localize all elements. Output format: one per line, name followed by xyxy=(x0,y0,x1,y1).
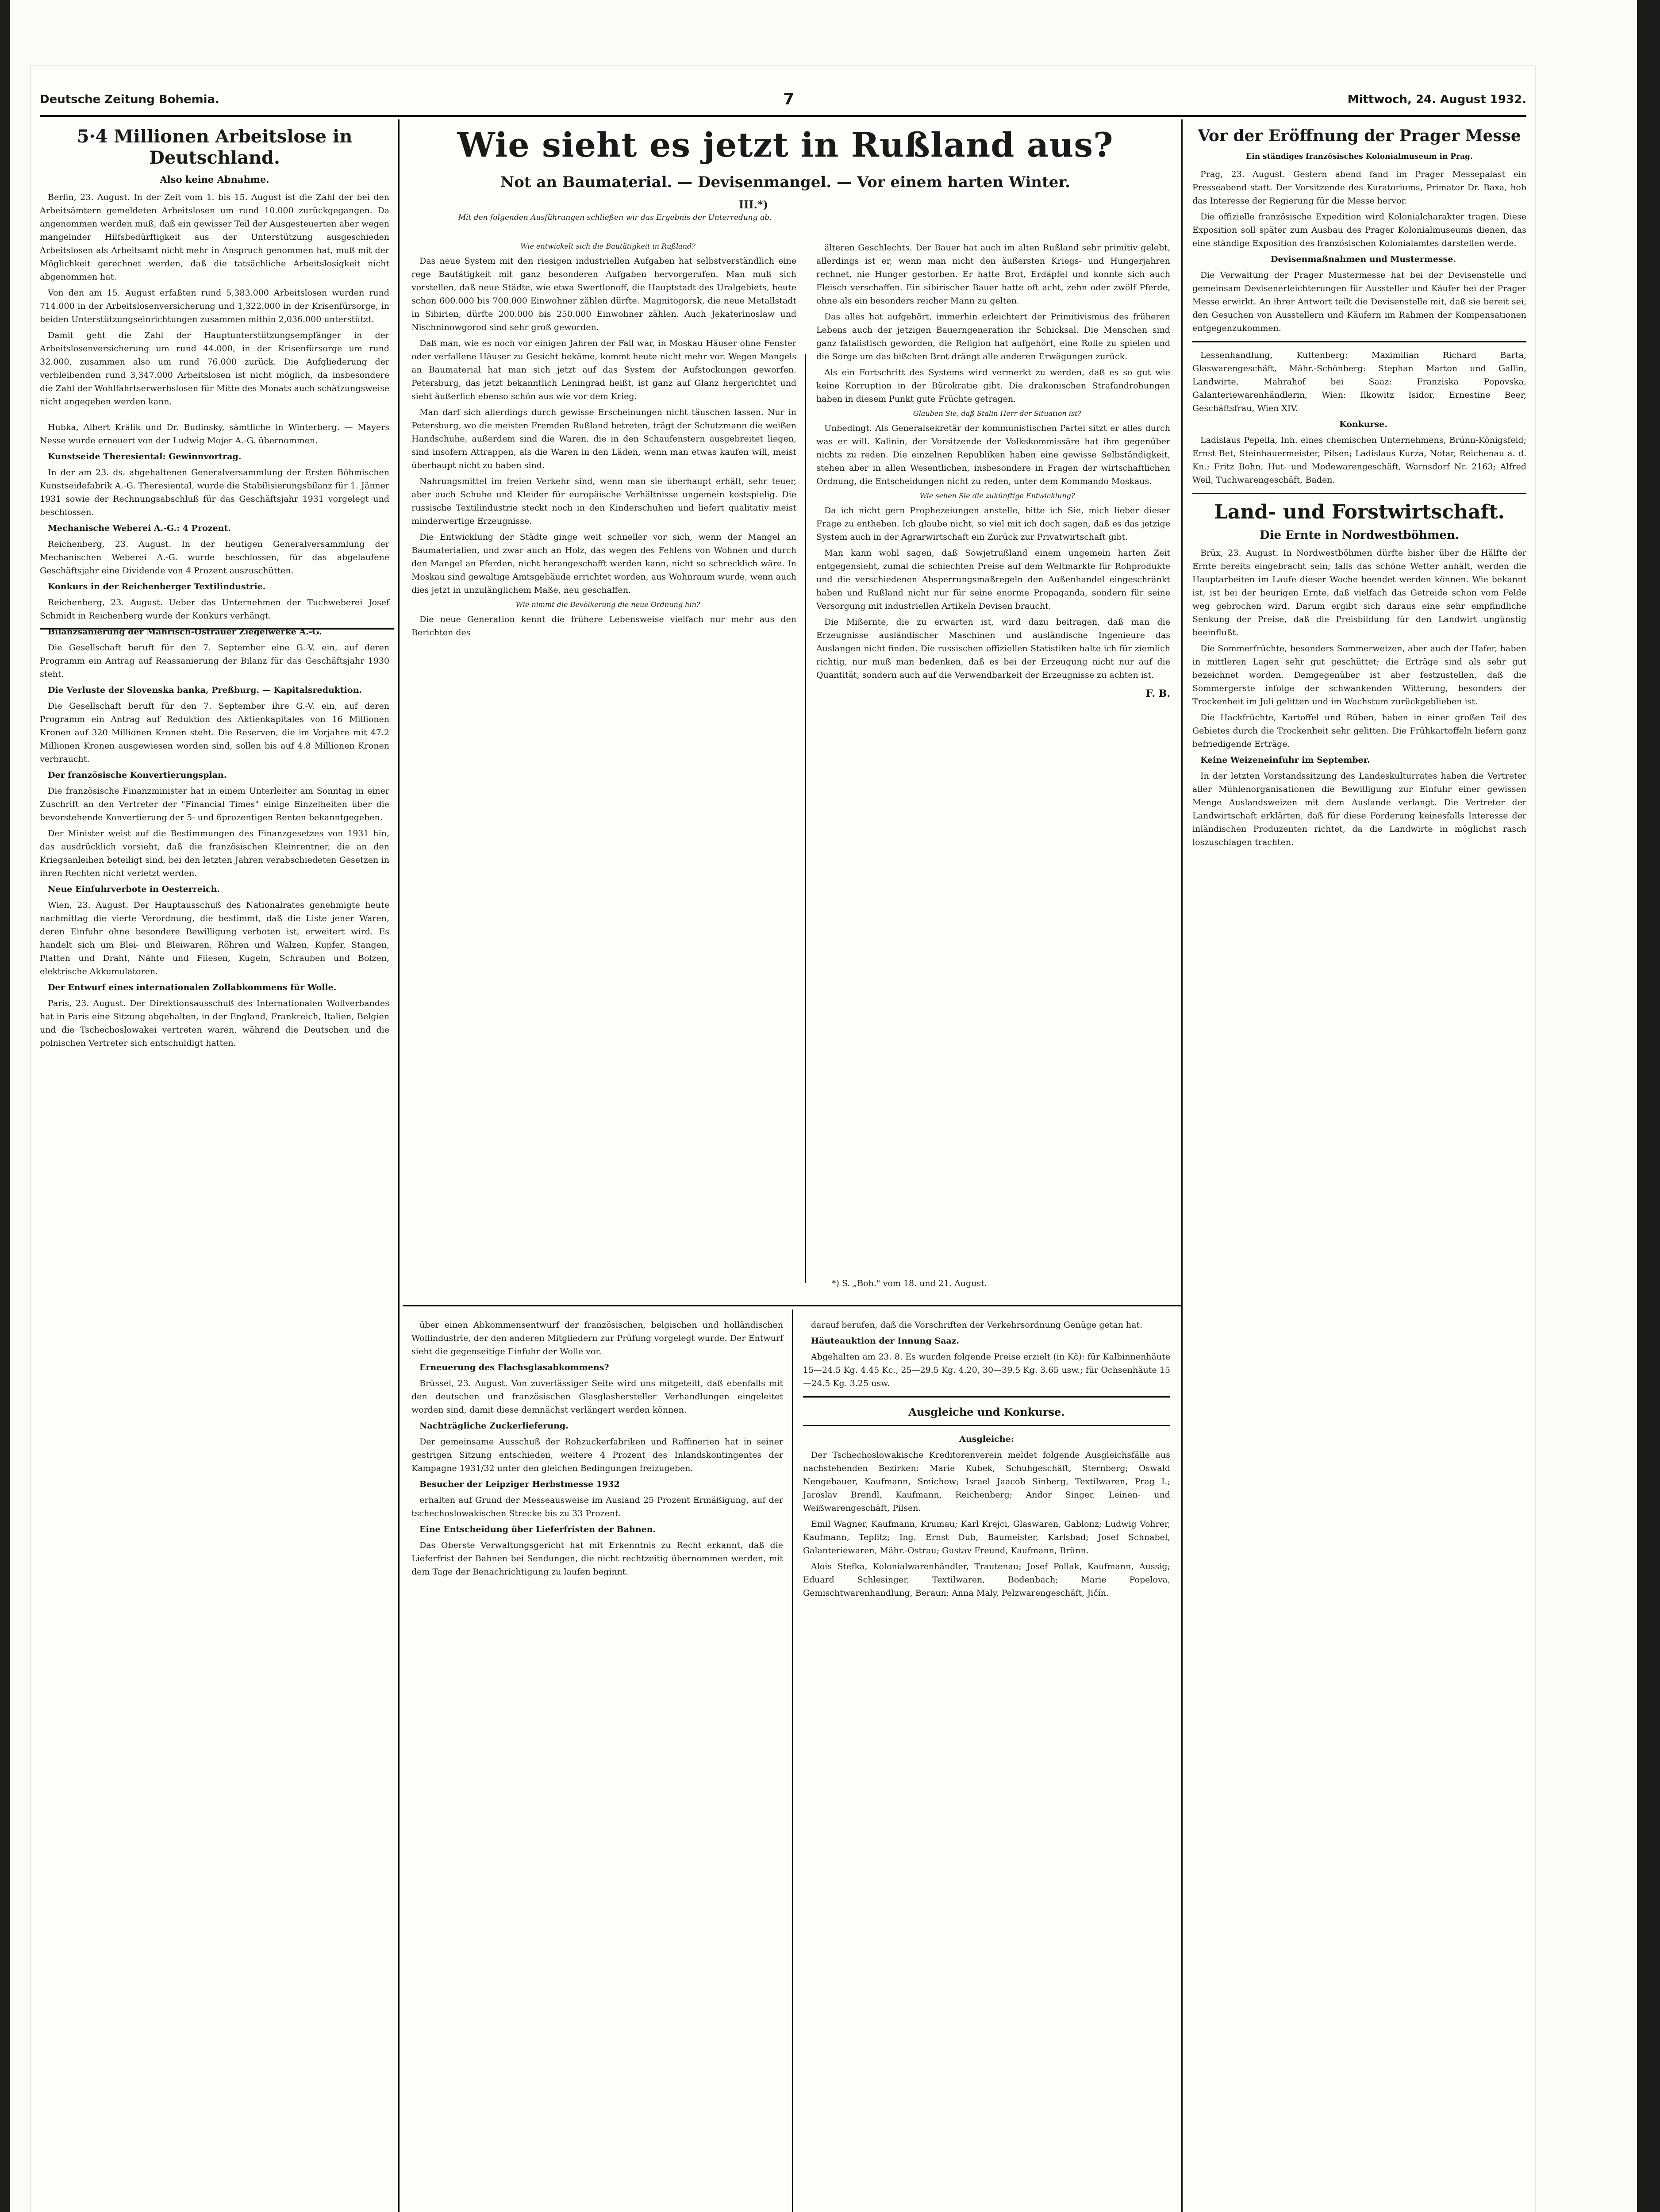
paragraph: In der am 23. ds. abgehaltenen Generalversammlung der Ersten Böhmischen Kunstseidefabrik A.-G. Theresiental, wurde die Stabilisierungsbilanz für 1. Jänner 1931 sowie der Rechnungsabschluß für das Geschäftsjahr 1931 vorgelegt und beschlossen. xyxy=(40,468,389,517)
article-subtitle-unemployment: Also keine Abnahme. xyxy=(160,174,269,185)
main-article-subtitle: Not an Baumaterial. — Devisenmangel. — Vor einem harten Winter. xyxy=(500,173,1070,191)
paragraph: Die Hackfrüchte, Kartoffel und Rüben, haben in einer großen Teil des Gebietes durch die Trockenheit sehr gelitten. Die Frühkartoffeln liefern ganz befriedigende Erträge. xyxy=(1192,713,1526,749)
paragraph: Die Entwicklung der Städte ginge weit schneller vor sich, wenn der Mangel an Baumaterialien, und zwar auch an Holz, das wegen des Fehlens von Wohnen und durch den Mangel an Pferden, nicht herangeschafft werden kann, nicht so schrecklich wäre. In Moskau sind gewaltige Amtsgebäude errichtet worden, aus Wohnraum wurde, wenn auch dies jetzt in unzulänglichem Maße, neu geschaffen. xyxy=(411,532,796,595)
header-rule xyxy=(40,115,1526,117)
paragraph: Das alles hat aufgehört, immerhin erleichtert der Primitivismus des früheren Lebens auch der jetzigen Bauerngeneration ihr Schicksal. Die Menschen sind ganz fatalistisch geworden, die Religion hat aufgehört, eine Rolle zu spielen und die Sorge um das bißchen Brot drängt alle anderen Erwägungen zurück. xyxy=(816,312,1170,361)
column-rule-center xyxy=(805,354,806,1283)
paragraph: Man kann wohl sagen, daß Sowjetrußland einem ungemein harten Zeit entgegensieht, zumal die schlechten Preise auf dem Weltmarkte für Rohprodukte und die verschiedenen Absperrungsmaßregeln den Außenhandel eingeschränkt haben und Rußland nicht nur für seine enorme Propaganda, sondern für seine Versorgung mit industriellen Artikeln Devisen braucht. xyxy=(816,548,1170,611)
paragraph: darauf berufen, daß die Vorschriften der Verkehrsordnung Genüge getan hat. xyxy=(811,1320,1143,1330)
bottom-right-center-column xyxy=(803,1318,1170,1602)
paragraph: Reichenberg, 23. August. Ueber das Unternehmen der Tuchweberei Josef Schmidt in Reichenberg wurde der Konkurs verhängt. xyxy=(40,598,389,621)
paragraph: Daß man, wie es noch vor einigen Jahren der Fall war, in Moskau Häuser ohne Fenster oder verfallene Häuser zu Gesicht bekäme, kommt heute nicht mehr vor. Wegen Mangels an Baumaterial hat man sich jetzt auf das System der Aufstockungen geworfen. Petersburg, das jetzt bekanntlich Leningrad heißt, ist ganz auf Glanz hergerichtet und sieht äußerlich ebenso schön aus wie vor dem Krieg. xyxy=(411,338,796,401)
question: Wie entwickelt sich die Bautätigkeit in Rußland? xyxy=(520,242,696,250)
section-heading: Eine Entscheidung über Lieferfristen der Bahnen. xyxy=(419,1525,656,1534)
section-heading: Besucher der Leipziger Herbstmesse 1932 xyxy=(419,1479,620,1489)
paragraph: Die französische Finanzminister hat in einem Unterleiter am Sonntag in einer Zuschrift an den Vertreter der "Financial Times" einige Einzelheiten über die bevorstehende Konvertierung der 5- und 6prozentigen Renten bekanntgegeben. xyxy=(40,786,389,822)
section-subheading: Ausgleiche: xyxy=(959,1434,1014,1444)
page-header xyxy=(31,88,1535,115)
article-title-prague-fair: Vor der Eröffnung der Prager Messe xyxy=(1198,127,1521,145)
newspaper-page xyxy=(31,66,1535,2212)
section-title-agriculture: Land- und Forstwirtschaft. xyxy=(1214,501,1505,523)
paragraph: Der gemeinsame Ausschuß der Rohzuckerfabriken und Raffinerien hat in seiner gestrigen Sitzung entschieden, weitere 4 Prozent des Inlandskontingentes der Kampagne 1931/32 unter den gleichen Bedingungen freizugeben. xyxy=(411,1437,783,1473)
paragraph: Wien, 23. August. Der Hauptausschuß des Nationalrates genehmigte heute nachmittag die vierte Verordnung, die bestimmt, daß die Liste jener Waren, deren Einfuhr ohne besondere Bewilligung verboten ist, erweitert wird. Es handelt sich um Blei- und Bleiwaren, Röhren und Walzen, Kupfer, Stangen, Platten und Draht, Nähte und Fliesen, Kugeln, Schrauben und Bolzen, elektrische Akkumulatoren. xyxy=(40,900,389,976)
right-divider-2 xyxy=(1192,493,1526,494)
ausgleiche-box xyxy=(803,1396,1170,1426)
scan-edge-right xyxy=(1637,0,1660,2212)
author-signature: F. B. xyxy=(1146,688,1170,699)
paragraph: Brüx, 23. August. In Nordwestböhmen dürfte bisher über die Hälfte der Ernte bereits eingebracht sein; falls das schöne Wetter anhält, werden die Hauptarbeiten im Laufe dieser Woche beendet werden können. Wie bekannt ist, ist bei der heurigen Ernte, daß vielfach das Getreide schon vom Felde weg gebrochen wird. Darum ergibt sich daraus eine sehr empfindliche Senkung der Preise, daß die Preisbildung für den Landwirt ungünstig beeinflußt. xyxy=(1192,548,1526,637)
question: Wie sehen Sie die zukünftige Entwicklung? xyxy=(919,492,1075,500)
page-number: 7 xyxy=(783,90,795,108)
paragraph: Die Gesellschaft beruft für den 7. September eine G.-V. ein, auf deren Programm ein Antrag auf Reassanierung der Bilanz für das Geschäftsjahr 1930 steht. xyxy=(40,643,389,679)
section-heading: Häuteauktion der Innung Saaz. xyxy=(811,1336,960,1346)
left-column xyxy=(40,126,389,1052)
section-subtitle-harvest: Die Ernte in Nordwestböhmen. xyxy=(1260,529,1459,542)
section-heading: Die Verluste der Slovenska banka, Preßburg. — Kapitalsreduktion. xyxy=(48,685,362,695)
paragraph: Der Tschechoslowakische Kreditorenverein meldet folgende Ausgleichsfälle aus nachstehenden Bezirken: Marie Kubek, Schuhgeschäft, Sternberg; Oswald Nengebauer, Kaufmann, Smichow; Israel Jaacob Sinberg, Textilwaren, Prag I.; Jaroslav Brendl, Kaufmann, Reichenberg; Andor Singer, Leinen- und Weißwarengeschäft, Pilsen. xyxy=(803,1450,1170,1513)
paragraph: Die Mißernte, die zu erwarten ist, wird dazu beitragen, daß man die Erzeugnisse ausländischer Maschinen und ausländische Ingenieure das Auslangen nicht finden. Die russischen offiziellen Statistiken halte ich für ziemlich richtig, nur muß man bedenken, daß es bei der Erzeugung nicht nur auf die Quantität, sondern auch auf die Verwendbarkeit der Erzeugnisse zu achten ist. xyxy=(816,617,1170,680)
paragraph: Da ich nicht gern Prophezeiungen anstelle, bitte ich Sie, mich lieber dieser Frage zu entheben. Ich glaube nicht, so viel mit ich doch sagen, daß es das jetzige System auch in der Agrarwirtschaft ein Zurück zur Privatwirtschaft gibt. xyxy=(816,506,1170,542)
question: Wie nimmt die Bevölkerung die neue Ordnung hin? xyxy=(515,600,700,609)
paragraph: Als ein Fortschritt des Systems wird vermerkt zu werden, daß es so gut wie keine Korruption in der Bürokratie gibt. Die drakonischen Strafandrohungen haben in diesem Punkt gute Früchte getragen. xyxy=(816,368,1170,404)
column-rule-1 xyxy=(398,119,400,2212)
paragraph: Lessenhandlung, Kuttenberg: Maximilian Richard Barta, Glaswarengeschäft, Mähr.-Schönberg: Stephan Marton und Gallin, Landwirte, Mahrahof bei Saaz: Franziska Popovska, Galanteriewarenhändlerin, Wien: Ilkowitz Isidor, Ernestine Beer, Geschäftsfrau, Wien XIV. xyxy=(1192,350,1526,413)
section-heading: Neue Einfuhrverbote in Oesterreich. xyxy=(48,884,220,894)
section-heading: Konkurse. xyxy=(1339,419,1387,429)
paragraph: Brüssel, 23. August. Von zuverlässiger Seite wird uns mitgeteilt, daß ebenfalls mit den deutschen und französischen Glasglashersteller Verhandlungen eingeleitet worden sind, damit diese demnächst verlängert werden können. xyxy=(411,1379,783,1415)
section-heading: Mechanische Weberei A.-G.: 4 Prozent. xyxy=(48,523,231,533)
paragraph: Die Verwaltung der Prager Mustermesse hat bei der Devisenstelle und gemeinsam Devisenerleichterungen für Aussteller und Käufer bei der Prager Messe erwirkt. An ihrer Antwort teilt die Devisenstelle mit, daß sie bereit sei, den Gesuchen von Ausstellern und Käufern im Rahmen der Kompensationen entgegenzukommen. xyxy=(1192,270,1526,333)
paragraph: Abgehalten am 23. 8. Es wurden folgende Preise erzielt (in Kč): für Kalbinnenhäute 15—24.5 Kg. 4.45 Kc., 25—29.5 Kg. 4.20, 30—39.5 Kg. 3.65 usw.; für Ochsenhäute 15—24.5 Kg. 3.25 usw. xyxy=(803,1352,1170,1388)
article-subtitle-prague-fair: Ein ständiges französisches Kolonialmuseum in Prag. xyxy=(1246,152,1473,161)
question: Glauben Sie, daß Stalin Herr der Situation ist? xyxy=(913,409,1082,418)
center-right-column xyxy=(816,241,1170,700)
main-article-title: Wie sieht es jetzt in Rußland aus? xyxy=(457,125,1114,165)
paragraph: Der Minister weist auf die Bestimmungen des Finanzgesetzes von 1931 hin, das ausdrücklich vorsieht, daß die französischen Kleinrentner, die an den Kriegsanleihen beteiligt sind, bei den letzten Jahren verabschiedeten Gesetzen in ihren Rechten nicht verletzt werden. xyxy=(40,829,389,878)
paragraph: Die offizielle französische Expedition wird Kolonialcharakter tragen. Diese Exposition soll später zum Ausbau des Prager Kolonialmuseums dienen, das eine ständige Exposition des französischen Kolonialamtes darstellen werde. xyxy=(1192,212,1526,248)
paragraph: Von den am 15. August erfaßten rund 5,383.000 Arbeitslosen wurden rund 714.000 in der Arbeitslosenversicherung und 1,322.000 in der Krisenfürsorge, in beiden Unterstützungseinrichtungen zusammen mithin 2,036.000 unterstützt. xyxy=(40,288,389,324)
paragraph: Paris, 23. August. Der Direktionsausschuß des Internationalen Wollverbandes hat in Paris eine Sitzung abgehalten, in der England, Frankreich, Italien, Belgien und die Tschechoslowakei vertreten waren, während die Deutschen und die polnischen Vertreter sich entschuldigt hatten. xyxy=(40,998,389,1048)
footnote: *) S. „Boh." vom 18. und 21. August. xyxy=(832,1279,987,1288)
section-heading: Bilanzsanierung der Mährisch-Ostrauer Ziegelwerke A.-G. xyxy=(48,627,322,637)
part-number: III.*) xyxy=(739,198,768,211)
article-intro: Mit den folgenden Ausführungen schließen wir das Ergebnis der Unterredung ab. xyxy=(458,213,772,222)
paragraph: Die neue Generation kennt die frühere Lebensweise vielfach nur mehr aus den Berichten des xyxy=(411,614,796,637)
bottom-middle-column xyxy=(411,1318,783,1581)
section-heading: Der französische Konvertierungsplan. xyxy=(48,770,227,780)
section-heading: Der Entwurf eines internationalen Zollabkommens für Wolle. xyxy=(48,983,337,992)
right-column xyxy=(1192,126,1526,852)
paper-name: Deutsche Zeitung Bohemia. xyxy=(40,93,219,106)
paragraph: In der letzten Vorstandssitzung des Landeskulturrates haben die Vertreter aller Mühlenorganisationen die Bewilligung zur Einfuhr einer gewissen Menge Auslandsweizen mit dem Auslande verlangt. Die Vertreter der Landwirtschaft erklärten, daß für diese Forderung keinesfalls Interesse der inländischen Produzenten richtet, da die Landwirte in möglichst rasch loszuschlagen trachten. xyxy=(1192,771,1526,847)
right-divider xyxy=(1192,341,1526,342)
article-title-unemployment: 5·4 Millionen Arbeitslose in Deutschland. xyxy=(77,126,353,168)
center-left-column xyxy=(411,241,796,642)
paragraph: Damit geht die Zahl der Hauptunterstützungsempfänger in der Arbeitslosenversicherung um rund 44.000, in der Krisenfürsorge um rund 32.000, zusammen also um rund 76.000 zurück. Die Aufgliederung der verbleibenden rund 3,347.000 Arbeitslosen ist nicht möglich, da insbesondere die Zahl der Wohlfahrtserwerbslosen für Mitte des Monats auch schätzungsweise nicht angegeben werden kann. xyxy=(40,330,389,407)
paragraph: Man darf sich allerdings durch gewisse Erscheinungen nicht täuschen lassen. Nur in Petersburg, wo die meisten Fremden Rußland betreten, trägt der Schutzmann die weißen Handschuhe, außerdem sind die Waren, die in den Schaufenstern ausgebreitet liegen, sind insofern Attrappen, als die Waren in den Läden, wenn man etwas kaufen will, meist überhaupt nicht zu haben sind. xyxy=(411,407,796,470)
paragraph: Alois Stefka, Kolonialwarenhändler, Trautenau; Josef Pollak, Kaufmann, Aussig; Eduard Schlesinger, Textilwaren, Bodenbach; Marie Popelova, Gemischtwarenhandlung, Beraun; Anna Maly, Pelzwarengeschäft, Jičín. xyxy=(803,1562,1170,1598)
section-title-ausgleiche: Ausgleiche und Konkurse. xyxy=(908,1406,1065,1418)
paragraph: älteren Geschlechts. Der Bauer hat auch im alten Rußland sehr primitiv gelebt, allerdings ist er, wenn man nicht den äußersten Kriegs- und Hungerjahren rechnet, nie Hunger gestorben. Er hatte Brot, Erdäpfel und konnte sich auch Fleisch verschaffen. Ein sibirischer Bauer hatte oft acht, zehn oder zwölf Pferde, ohne als ein besonders reicher Mann zu gelten. xyxy=(816,243,1170,306)
paragraph: Berlin, 23. August. In der Zeit vom 1. bis 15. August ist die Zahl der bei den Arbeitsämtern gemeldeten Arbeitslosen um rund 10.000 zurückgegangen. Da angenommen werden muß, daß ein gewisser Teil der Ausgesteuerten aber wegen mangelnder Hilfsbedürftigkeit aus der Unterstützung ausgeschieden Arbeitslosen als Arbeitsamt nicht mehr in Anspruch genommen hat, muß mit der Möglichkeit gerechnet werden, daß die tatsächliche Arbeitslosigkeit nicht abgenommen hat. xyxy=(40,192,389,282)
paragraph: Das neue System mit den riesigen industriellen Aufgaben hat selbstverständlich eine rege Bautätigkeit mit ganz besonderen Aufgaben hervorgerufen. Man muß sich vorstellen, daß neue Städte, wie etwa Swertlonoff, die Hauptstadt des Uralgebiets, heute schon 600.000 bis 700.000 Einwohner zählen dürfte. Magnitogorsk, die neue Metallstadt in Sibirien, dürfte 200.000 bis 250.000 Einwohner zählen. Auch Jekaterinoslaw und Nischninowgorod sind sehr groß geworden. xyxy=(411,256,796,332)
section-heading: Keine Weizeneinfuhr im September. xyxy=(1200,755,1370,765)
paragraph: Unbedingt. Als Generalsekretär der kommunistischen Partei sitzt er alles durch was er will. Kalinin, der Vorsitzende der Volkskommissäre hat ihm gegenüber nichts zu reden. Die einzelnen Republiken haben eine gewisse Selbständigkeit, stehen aber in allen Wesentlichen, insbesondere in Fragen der wirtschaftlichen Ordnung, die Entscheidungen nicht zu reden, unter dem Kommando Moskaus. xyxy=(816,423,1170,486)
paragraph: Das Oberste Verwaltungsgericht hat mit Erkenntnis zu Recht erkannt, daß die Lieferfrist der Bahnen bei Sendungen, die nicht rechtzeitig übernommen werden, mit dem Tage der Benachrichtigung zu laufen beginnt. xyxy=(411,1540,783,1577)
paragraph: Die Sommerfrüchte, besonders Sommerweizen, aber auch der Hafer, haben in mittleren Lagen sehr gut geschüttet; die Erträge sind als sehr gut bezeichnet worden. Demgegenüber ist aber festzustellen, daß die Sommergerste infolge der schwankenden Witterung, besonders der Trockenheit im Juli gelitten und im Wachstum zurückgeblieben ist. xyxy=(1192,644,1526,707)
paragraph: Die Gesellschaft beruft für den 7. September ihre G.-V. ein, auf deren Programm ein Antrag auf Reduktion des Aktienkapitales von 16 Millionen Kronen auf 320 Millionen Kronen steht. Die Reserven, die im Vorjahre mit 47.2 Millionen Kronen ausgewiesen worden sind, sollen bis auf 4.8 Millionen Kronen verbraucht. xyxy=(40,701,389,764)
paragraph: Ladislaus Pepella, Inh. eines chemischen Unternehmens, Brünn-Königsfeld; Ernst Bet, Steinhauermeister, Pilsen; Ladislaus Kurza, Notar, Reichenau a. d. Kn.; Fritz Bohn, Hut- und Modewarengeschäft, Warnsdorf Nr. 2163; Alfred Weil, Tuchwarengeschäft, Baden. xyxy=(1192,435,1526,485)
section-heading: Kunstseide Theresiental: Gewinnvortrag. xyxy=(48,452,242,461)
column-rule-bottom xyxy=(792,1310,793,2212)
paragraph: Emil Wagner, Kaufmann, Krumau; Karl Krejci, Glaswaren, Gablonz; Ludwig Vohrer, Kaufmann, Teplitz; Ing. Ernst Dub, Baumeister, Karlsbad; Josef Schnabel, Galanteriewaren, Mähr.-Ostrau; Gustav Freund, Kaufmann, Brünn. xyxy=(803,1519,1170,1555)
paragraph: erhalten auf Grund der Messeausweise im Ausland 25 Prozent Ermäßigung, auf der tschechoslowakischen Strecke bis zu 33 Prozent. xyxy=(411,1495,783,1518)
paragraph: Reichenberg, 23. August. In der heutigen Generalversammlung der Mechanischen Weberei A.-G. wurde beschlossen, für das abgelaufene Geschäftsjahr eine Dividende von 4 Prozent auszuschütten. xyxy=(40,539,389,576)
section-heading: Erneuerung des Flachsglasabkommens? xyxy=(419,1363,609,1372)
page-date: Mittwoch, 24. August 1932. xyxy=(1347,93,1526,106)
scan-edge-left xyxy=(0,0,10,2212)
article-divider-bottom xyxy=(403,1305,1181,1306)
section-heading: Nachträgliche Zuckerlieferung. xyxy=(419,1421,569,1431)
section-heading: Devisenmaßnahmen und Mustermesse. xyxy=(1270,254,1456,264)
paragraph: Nahrungsmittel im freien Verkehr sind, wenn man sie überhaupt erhält, sehr teuer, aber auch Schuhe und Kleider für europäische Verhältnisse ungemein kostspielig. Die russische Textilindustrie steckt noch in den Kinderschuhen und liefert qualitativ meist minderwertige Erzeugnisse. xyxy=(411,476,796,526)
paragraph: Hubka, Albert Krälik und Dr. Budinsky, sämtliche in Winterberg. — Mayers Nesse wurde erneuert von der Ludwig Mojer A.-G. übernommen. xyxy=(40,422,389,445)
column-rule-2 xyxy=(1181,119,1183,2212)
section-heading: Konkurs in der Reichenberger Textilindustrie. xyxy=(48,582,266,591)
paragraph: Prag, 23. August. Gestern abend fand im Prager Messepalast ein Presseabend statt. Der Vorsitzende des Kuratoriums, Primator Dr. Baxa, hob das Interesse der Regierung für die Messe hervor. xyxy=(1192,169,1526,206)
paragraph: über einen Abkommensentwurf der französischen, belgischen und holländischen Wollindustrie, der den anderen Mitgliedern zur Prüfung vorgelegt wurde. Der Entwurf sieht die gegenseitige Einfuhr der Wolle vor. xyxy=(411,1320,783,1356)
